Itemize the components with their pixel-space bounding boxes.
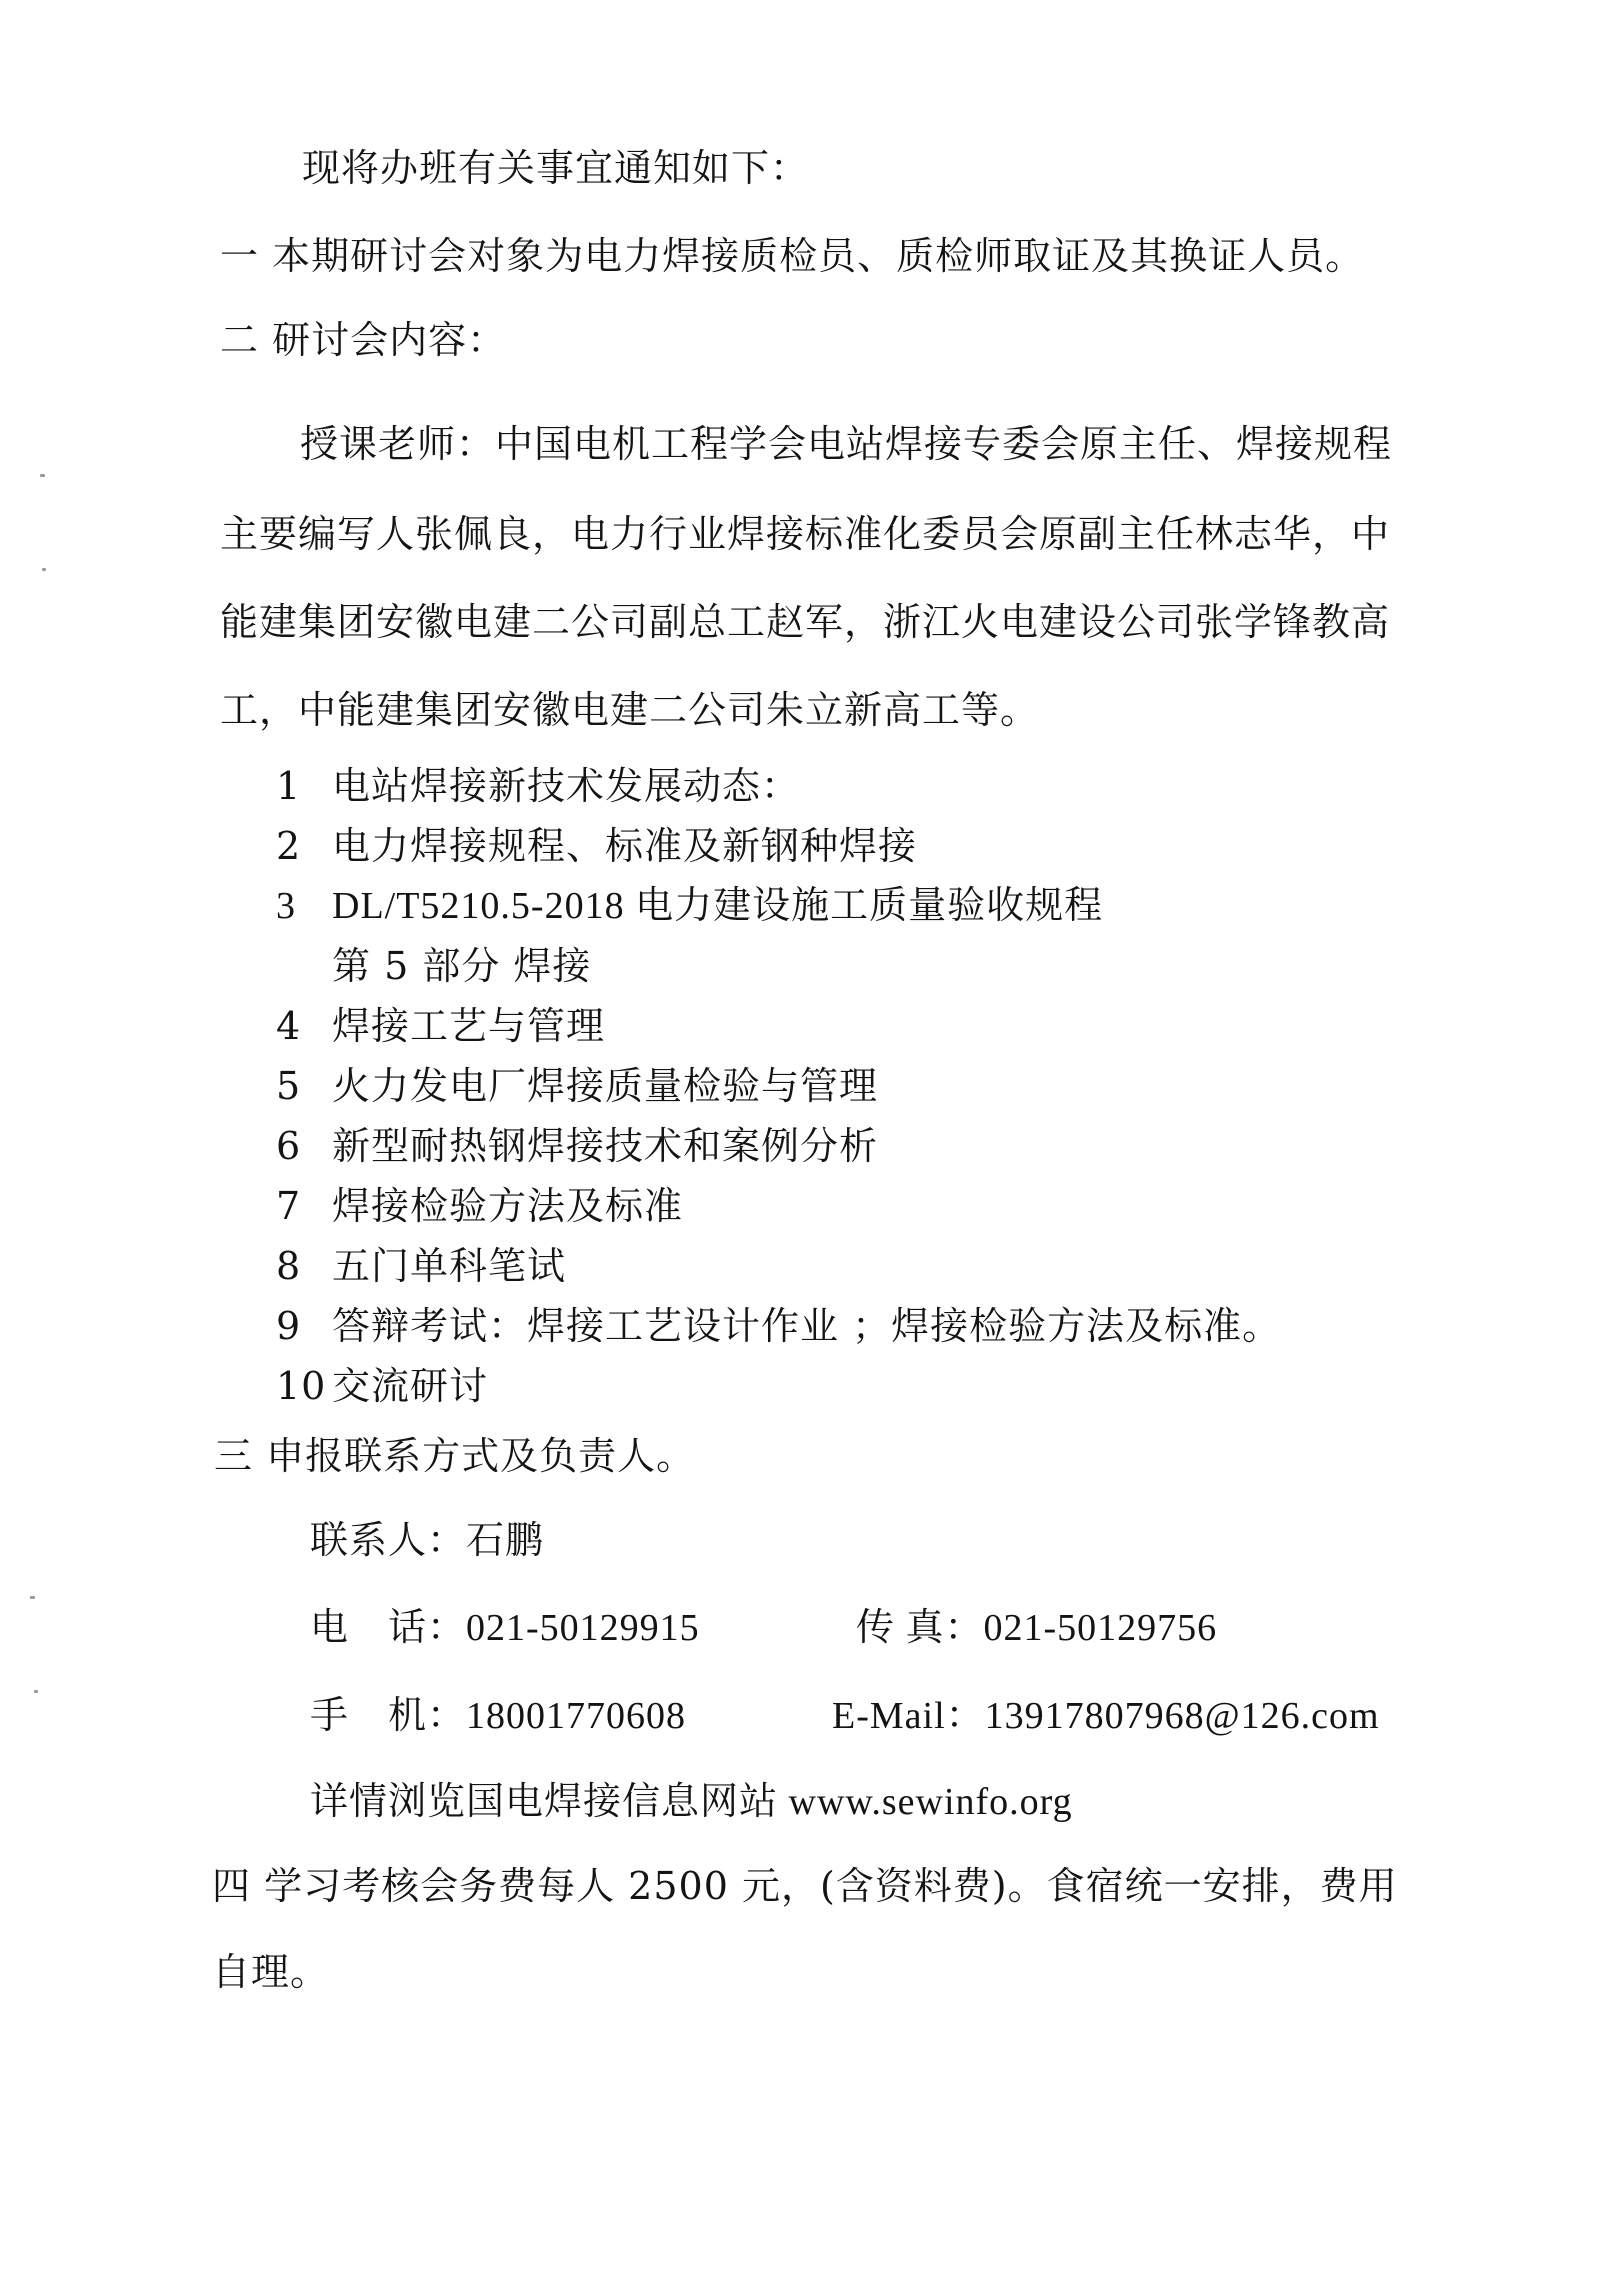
topic-number: 4 xyxy=(276,1004,302,1048)
topic-text: 焊接检验方法及标准 xyxy=(332,1184,684,1228)
topic-item xyxy=(276,942,591,990)
topic-text: 新型耐热钢焊接技术和案例分析 xyxy=(332,1124,879,1168)
topic-text: 电站焊接新技术发展动态： xyxy=(332,764,801,808)
teachers-line-3: 能建集团安徽电建二公司副总工赵军，浙江火电建设公司张学锋教高 xyxy=(220,600,1391,644)
teachers-line-1: 授课老师：中国电机工程学会电站焊接专委会原主任、焊接规程 xyxy=(300,422,1393,466)
topic-text: 焊接工艺与管理 xyxy=(332,1004,606,1048)
contact-person: 联系人：石鹏 xyxy=(310,1518,545,1562)
topic-item xyxy=(276,1062,878,1110)
scan-mark xyxy=(40,474,45,477)
contact-website: 详情浏览国电焊接信息网站 www.sewinfo.org xyxy=(310,1781,1073,1823)
topic-item xyxy=(276,882,1103,930)
teachers-line-4: 工，中能建集团安徽电建二公司朱立新高工等。 xyxy=(220,688,1040,732)
contact-mobile: 手 机：18001770608 xyxy=(310,1695,687,1737)
topic-text: 电力焊接规程、标准及新钢种焊接 xyxy=(332,824,918,868)
topic-text: DL/T5210.5-2018 电力建设施工质量验收规程 xyxy=(332,885,1104,927)
topic-number: 9 xyxy=(276,1304,302,1348)
topic-item xyxy=(276,1362,488,1410)
topic-item xyxy=(276,822,917,870)
topic-item xyxy=(276,1002,605,1050)
scan-mark xyxy=(34,1690,38,1693)
topic-item xyxy=(276,1242,566,1290)
topic-number: 5 xyxy=(276,1064,302,1108)
topic-text: 答辩考试：焊接工艺设计作业 ；焊接检验方法及标准。 xyxy=(332,1304,1282,1348)
topic-item xyxy=(276,762,800,810)
topic-item xyxy=(276,1182,683,1230)
topic-number: 1 xyxy=(276,764,302,808)
contact-fax: 传 真：021-50129756 xyxy=(856,1607,1218,1649)
topic-number: 2 xyxy=(276,824,302,868)
scan-mark xyxy=(42,568,46,571)
section-3-title: 三 申报联系方式及负责人。 xyxy=(214,1434,696,1478)
topic-item xyxy=(276,1122,878,1170)
topic-text: 火力发电厂焊接质量检验与管理 xyxy=(332,1064,879,1108)
contact-phone: 电 话：021-50129915 xyxy=(310,1607,700,1649)
topic-number: 3 xyxy=(276,885,296,927)
scan-mark xyxy=(30,1596,35,1599)
section-4-fee-line-1: 四 学习考核会务费每人 2500 元，(含资料费)。食宿统一安排，费用 xyxy=(212,1864,1398,1908)
intro-text: 现将办班有关事宜通知如下： xyxy=(302,146,810,190)
topic-text: 交流研讨 xyxy=(332,1364,489,1408)
section-2-title: 二 研讨会内容： xyxy=(220,318,507,362)
topic-number: 10 xyxy=(276,1364,327,1408)
contact-email: E-Mail：13917807968@126.com xyxy=(832,1695,1380,1737)
topic-number: 8 xyxy=(276,1244,302,1288)
topic-number: 6 xyxy=(276,1124,302,1168)
topic-number: 7 xyxy=(276,1184,302,1228)
topic-text: 五门单科笔试 xyxy=(332,1244,567,1288)
section-4-fee-line-2: 自理。 xyxy=(212,1950,330,1994)
teachers-line-2: 主要编写人张佩良，电力行业焊接标准化委员会原副主任林志华，中 xyxy=(220,512,1391,556)
section-1-audience: 一 本期研讨会对象为电力焊接质检员、质检师取证及其换证人员。 xyxy=(220,234,1365,278)
topic-text: 第 5 部分 焊接 xyxy=(332,944,592,988)
topic-item xyxy=(276,1302,1281,1350)
